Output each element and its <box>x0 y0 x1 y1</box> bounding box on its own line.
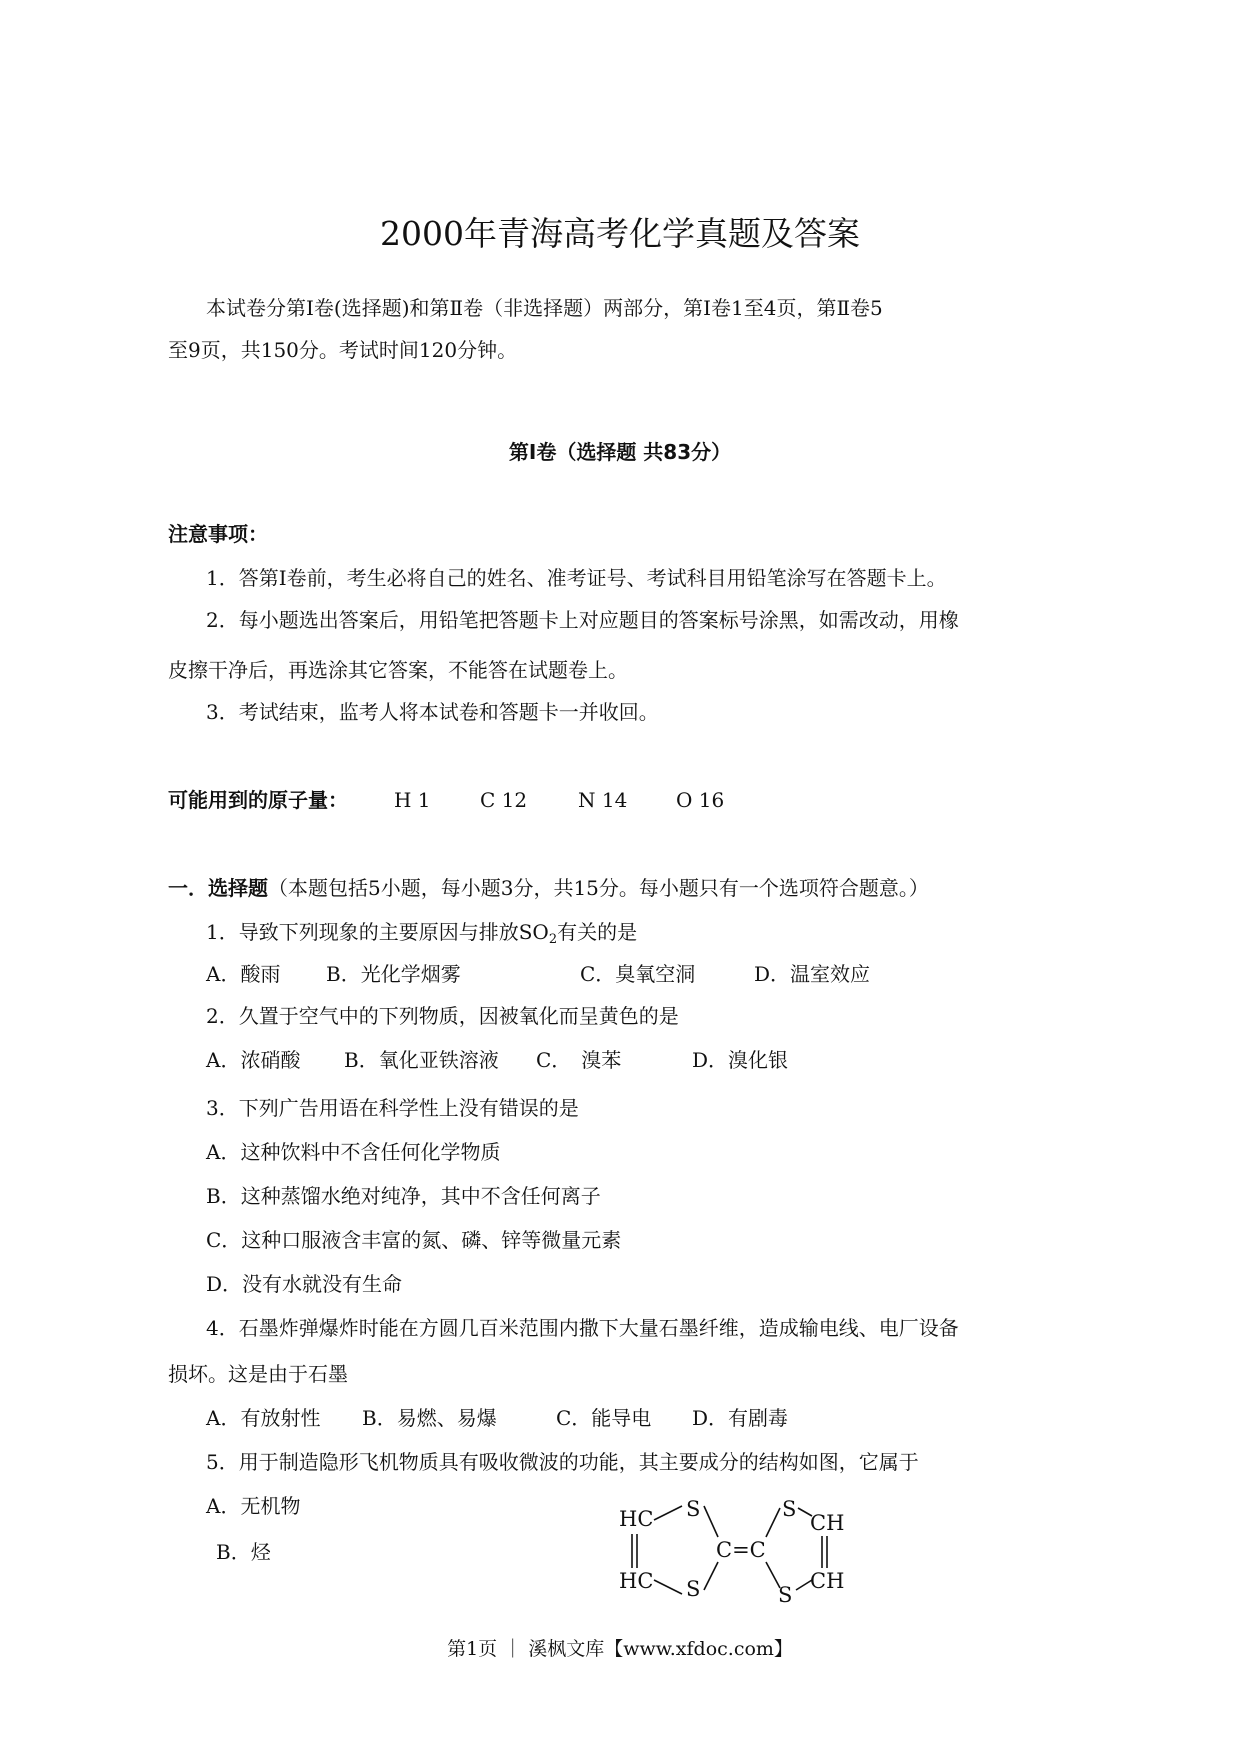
note-3: 3．考试结束，监考人将本试卷和答题卡一并收回。 <box>206 700 659 724</box>
question-4-option-c: C．能导电 <box>556 1406 652 1430</box>
question-5-option-a: A．无机物 <box>206 1494 301 1518</box>
structure-s-right-top: S <box>782 1497 797 1521</box>
question-4-stem-line-2: 损坏。这是由于石墨 <box>168 1362 348 1386</box>
question-4-option-d: D．有剧毒 <box>692 1406 789 1430</box>
question-3-option-d: D．没有水就没有生命 <box>206 1272 403 1296</box>
atomic-mass-c: C 12 <box>480 788 528 812</box>
question-1-stem-text: 1．导致下列现象的主要原因与排放SO <box>206 920 549 944</box>
structure-center: C=C <box>716 1538 766 1562</box>
question-2-stem: 2．久置于空气中的下列物质，因被氧化而呈黄色的是 <box>206 1004 679 1028</box>
question-1-option-c: C．臭氧空洞 <box>580 962 696 986</box>
note-2-line-1: 2．每小题选出答案后，用铅笔把答题卡上对应题目的答案标号涂黑，如需改动，用橡 <box>206 608 959 632</box>
atomic-mass-line <box>168 788 725 812</box>
question-4-option-b: B．易燃、易爆 <box>362 1406 497 1430</box>
question-1-stem-end: 有关的是 <box>557 920 638 944</box>
question-2-option-d: D．溴化银 <box>692 1048 789 1072</box>
question-5-stem: 5．用于制造隐形飞机物质具有吸收微波的功能，其主要成分的结构如图，它属于 <box>206 1450 919 1474</box>
part-1-heading: 一．选择题 <box>168 876 268 900</box>
question-1-options <box>206 964 906 988</box>
note-1: 1．答第Ⅰ卷前，考生必将自己的姓名、准考证号、考试科目用铅笔涂写在答题卡上。 <box>206 566 947 590</box>
structure-ch-top: CH <box>810 1511 845 1535</box>
question-3-option-c: C．这种口服液含丰富的氮、磷、锌等微量元素 <box>206 1228 622 1252</box>
tetrathiafulvalene-structure <box>600 1490 920 1618</box>
structure-ch-bottom: CH <box>810 1569 845 1593</box>
section-title: 第Ⅰ卷（选择题 共83分） <box>508 440 732 464</box>
atomic-mass-o: O 16 <box>676 788 725 812</box>
bond-c-s-right-bottom <box>766 1562 780 1588</box>
question-3-option-a: A．这种饮料中不含任何化学物质 <box>206 1140 501 1164</box>
page-footer: 第1页 ｜ 溪枫文库【www.xfdoc.com】 <box>447 1638 793 1660</box>
question-3-option-b: B．这种蒸馏水绝对纯净，其中不含任何离子 <box>206 1184 601 1208</box>
bond-s-c-left-top <box>704 1506 718 1537</box>
bond-hc-s-top <box>654 1506 682 1520</box>
document-title: 2000年青海高考化学真题及答案 <box>380 214 860 253</box>
question-1-option-b: B．光化学烟雾 <box>326 962 461 986</box>
question-1-stem <box>206 922 637 950</box>
question-2-option-c: C． 溴苯 <box>536 1048 622 1072</box>
atomic-mass-n: N 14 <box>578 788 628 812</box>
bond-s-c-left-bottom <box>704 1562 718 1590</box>
structure-hc-bottom: HC <box>619 1569 654 1593</box>
question-4-options <box>206 1408 906 1432</box>
structure-s-left-top: S <box>686 1497 701 1521</box>
question-2-option-a: A．浓硝酸 <box>206 1048 301 1072</box>
question-5-option-b: B．烃 <box>216 1540 271 1564</box>
bond-c-s-right-top <box>766 1508 780 1537</box>
question-2-option-b: B．氧化亚铁溶液 <box>344 1048 499 1072</box>
part-1-description: （本题包括5小题，每小题3分，共15分。每小题只有一个选项符合题意。） <box>268 876 929 900</box>
intro-line-2: 至9页，共150分。考试时间120分钟。 <box>168 338 518 362</box>
note-2-line-2: 皮擦干净后，再选涂其它答案，不能答在试题卷上。 <box>168 658 628 682</box>
intro-line-1: 本试卷分第Ⅰ卷(选择题)和第Ⅱ卷（非选择题）两部分，第Ⅰ卷1至4页，第Ⅱ卷5 <box>206 296 883 320</box>
question-1-option-a: A．酸雨 <box>206 962 281 986</box>
atomic-mass-h: H 1 <box>394 788 431 812</box>
structure-s-right-bottom: S <box>778 1583 793 1607</box>
part-1-header <box>168 878 929 898</box>
question-2-options <box>206 1050 906 1074</box>
bond-hc-s-bottom <box>654 1580 682 1594</box>
so2-subscript: 2 <box>548 932 558 947</box>
question-4-stem-line-1: 4．石墨炸弹爆炸时能在方圆几百米范围内撒下大量石墨纤维，造成输电线、电厂设备 <box>206 1316 959 1340</box>
question-1-option-d: D．温室效应 <box>754 962 871 986</box>
structure-hc-top: HC <box>619 1507 654 1531</box>
question-3-stem: 3．下列广告用语在科学性上没有错误的是 <box>206 1096 579 1120</box>
question-4-option-a: A．有放射性 <box>206 1406 321 1430</box>
notes-heading: 注意事项： <box>168 522 268 546</box>
atomic-mass-label: 可能用到的原子量： <box>168 788 348 812</box>
structure-s-left-bottom: S <box>686 1577 701 1601</box>
